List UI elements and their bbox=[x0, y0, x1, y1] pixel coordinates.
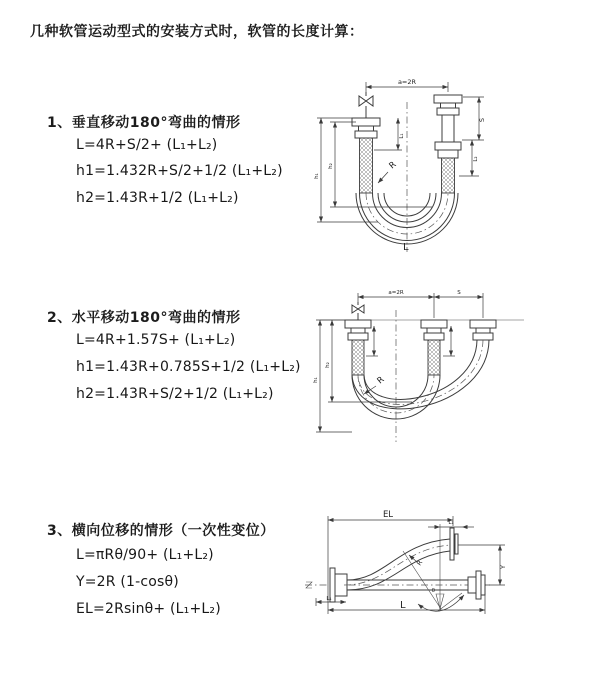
diagram-vertical-180-bend bbox=[308, 66, 598, 256]
dim-el-label: EL bbox=[382, 510, 394, 520]
dim-l1-top-label: L₁ bbox=[448, 520, 454, 526]
u-bend-shifted-position bbox=[352, 340, 489, 409]
dim-s bbox=[434, 290, 483, 297]
dim-h2 bbox=[328, 122, 432, 207]
section2-formula-l: L=4R+1.57S+ (L₁+L₂) bbox=[76, 332, 236, 348]
dim-l1-top bbox=[428, 520, 474, 527]
section1-formula-h1: h1=1.432R+S/2+1/2 (L₁+L₂) bbox=[76, 163, 283, 179]
top-flange-disc bbox=[455, 534, 458, 554]
dim-h2 bbox=[325, 320, 412, 402]
page-title: 几种软管运动型式的安装方式时，软管的长度计算： bbox=[30, 24, 364, 40]
dim-l2-label: L₂ bbox=[473, 156, 479, 162]
radius-label: R bbox=[415, 558, 425, 568]
radius-label: R bbox=[375, 374, 387, 387]
dim-l bbox=[328, 593, 485, 614]
section1-heading: 1、垂直移动180°弯曲的情形 bbox=[47, 115, 241, 131]
fitting-length-marks bbox=[366, 326, 455, 356]
section3-formula-l: L=πRθ/90+ (L₁+L₂) bbox=[76, 547, 214, 563]
middle-braided-hose bbox=[428, 340, 440, 375]
displaced-hose bbox=[344, 528, 458, 590]
right-braided-hose bbox=[442, 158, 455, 193]
dim-l1-bottom-label: L₁ bbox=[326, 596, 332, 602]
dim-h2-label: h₂ bbox=[325, 362, 331, 368]
radius-callout bbox=[378, 160, 399, 183]
dim-a-2r bbox=[366, 78, 448, 96]
left-flange bbox=[345, 320, 371, 340]
dim-s-label: S bbox=[457, 290, 461, 296]
valve-icon bbox=[359, 92, 373, 118]
diagram-lateral-displacement bbox=[300, 498, 580, 648]
right-flange-upper bbox=[434, 95, 462, 142]
dim-l2 bbox=[459, 140, 479, 176]
dim-l1-label: L₁ bbox=[399, 133, 405, 139]
left-braided-hose bbox=[352, 340, 364, 375]
dim-a-label: a=2R bbox=[397, 78, 417, 86]
dim-s bbox=[462, 97, 486, 140]
dim-s-label: S bbox=[478, 117, 486, 123]
dim-y-label: Y bbox=[499, 565, 507, 569]
section1-formula-h2: h2=1.43R+1/2 (L₁+L₂) bbox=[76, 190, 239, 206]
dim-h1-label: h₁ bbox=[313, 377, 319, 383]
section3-formula-y: Y=2R (1-cosθ) bbox=[76, 574, 179, 590]
dim-a-label: a=2R bbox=[388, 290, 404, 296]
section1-formula-l: L=4R+S/2+ (L₁+L₂) bbox=[76, 137, 218, 153]
valve-icon bbox=[352, 302, 364, 320]
dim-l-label: L bbox=[400, 600, 406, 611]
right-flange bbox=[470, 320, 496, 340]
theta-label: θ bbox=[431, 588, 435, 594]
length-label: L bbox=[403, 242, 409, 253]
section2-formula-h2: h2=1.43R+S/2+1/2 (L₁+L₂) bbox=[76, 386, 274, 402]
radius-callout bbox=[409, 555, 425, 567]
radius-label: R bbox=[387, 159, 399, 172]
dim-h1-label: h₁ bbox=[314, 173, 320, 179]
diagram-horizontal-180-bend bbox=[312, 280, 542, 454]
dim-l1-bottom bbox=[316, 596, 346, 606]
dim-h1 bbox=[313, 320, 352, 432]
section2-formula-h1: h1=1.43R+0.785S+1/2 (L₁+L₂) bbox=[76, 359, 301, 375]
middle-flange bbox=[421, 320, 447, 340]
dim-h2-label: h₂ bbox=[328, 163, 334, 169]
dim-a-2r bbox=[358, 290, 483, 318]
top-flange bbox=[450, 528, 454, 560]
section3-heading: 3、横向位移的情形（一次性变位） bbox=[47, 523, 275, 539]
right-flange-lower bbox=[435, 142, 461, 158]
angle-construction bbox=[403, 551, 464, 611]
radius-callout bbox=[364, 375, 387, 394]
section2-heading: 2、水平移动180°弯曲的情形 bbox=[47, 310, 241, 326]
section3-formula-el: EL=2Rsinθ+ (L₁+L₂) bbox=[76, 601, 221, 617]
left-flange bbox=[352, 118, 380, 138]
left-braided-hose bbox=[360, 138, 373, 193]
